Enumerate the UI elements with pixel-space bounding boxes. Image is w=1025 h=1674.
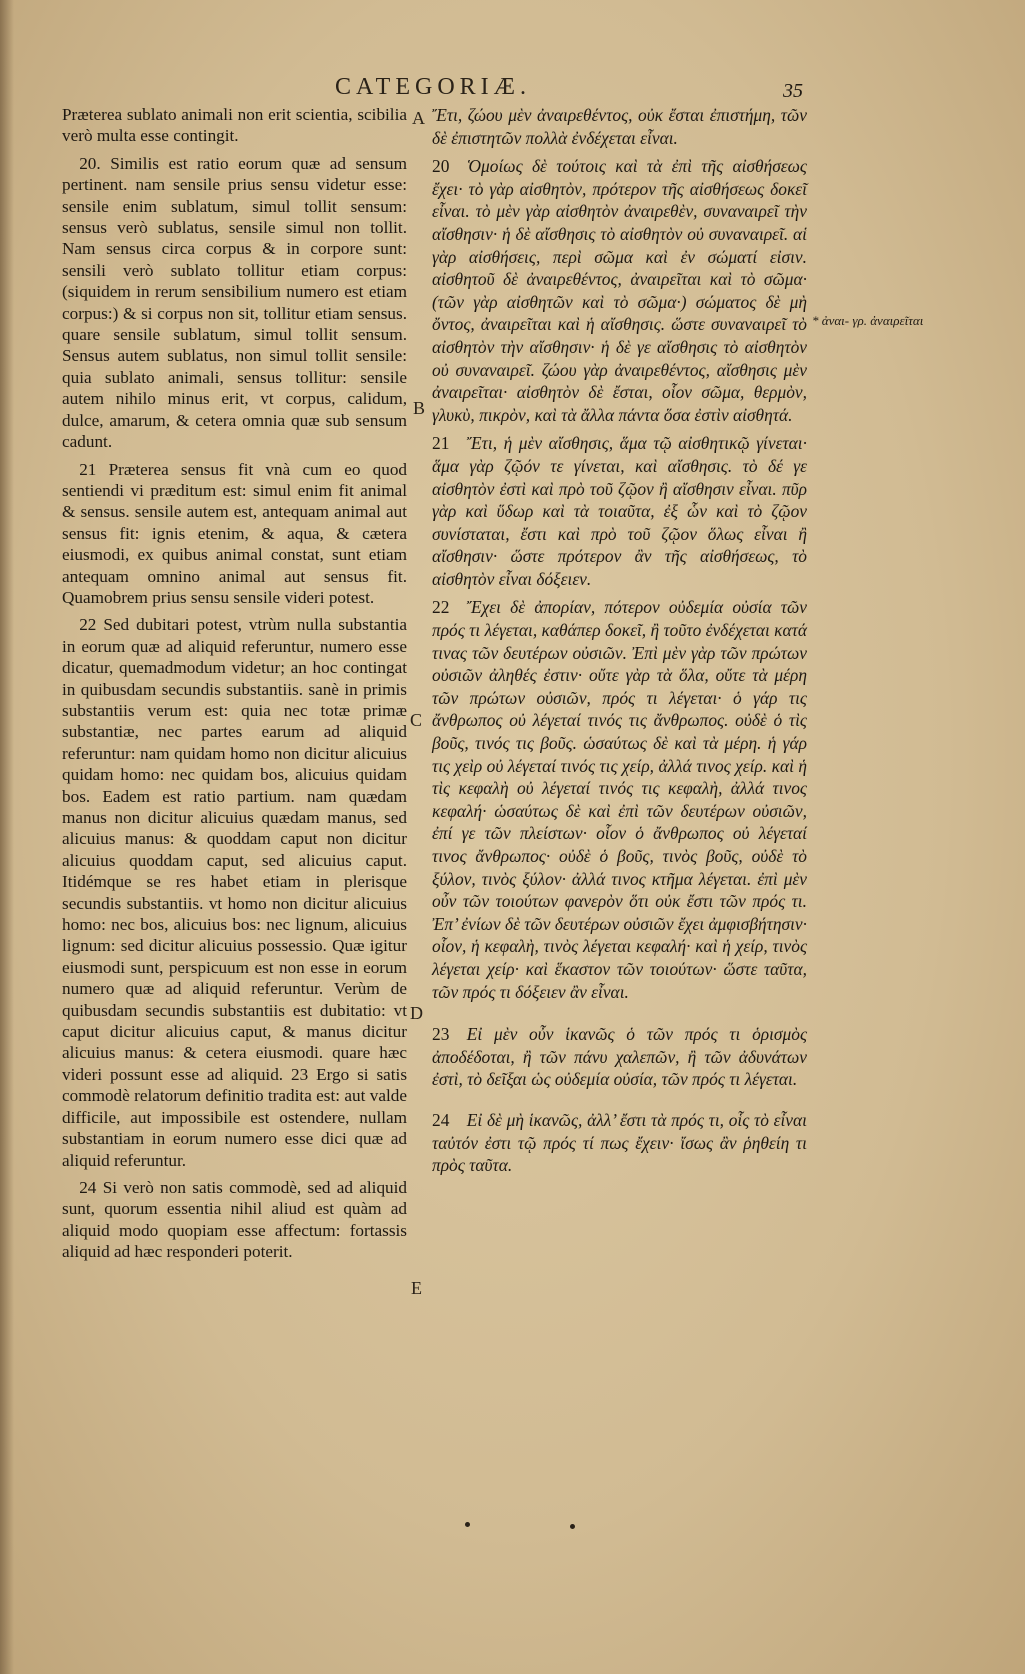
latin-paragraph <box>62 459 407 609</box>
paragraph-text: Similis est ratio eorum quæ ad sensum pertinent. nam sensile prius sensu videtur esse: sensile enim sublatum, simul tollit sensum: sensus verò sublatus, sensile simul non tollit. Nam sensus circa corpus & in corpore sunt: sensili verò sublato tollitur etiam corpus: (siquidem in rerum sensibilium numero est etiam corpus:) & si corpus non sit, tollitur etiam sensus. quare sensile sublatum, simul tollit sensum. Sensus autem sublatus, non simul tollit sensile: quia sublato animali, sensus tollitur: sensile autem nihilo minus erit, vt corpus, calidum, dulce, amarum, & cetera omnia quæ sub sensum cadunt. <box>62 153 408 452</box>
running-title: CATEGORIÆ. <box>335 74 532 100</box>
section-number: 24 <box>432 1109 450 1130</box>
paragraph-text: Præterea sensus fit vnà cum eo quod sentiendi vi præditum est: simul enim fit animal & sensus. sensile autem est, antequam animal aut sensus fit: ignis etenim, & aqua, & cætera eiusmodi, ex quibus animal constat, sunt etiam antequam omnino animal aut sensus fit. Quamobrem prius sensu sensile videri potest. <box>62 459 408 607</box>
paragraph-text: Ὁμοίως δὲ τούτοις καὶ τὰ ἐπὶ τῆς αἰσθήσεως ἔχει· τὸ γὰρ αἰσθητὸν, πρότερον τῆς αἰσθήσεως δοκεῖ εἶναι. τὸ μὲν γὰρ αἰσθητὸν ἀναιρεθὲν, συναναιρεῖ τὴν αἴσθησιν· ἡ δὲ αἴσθησις τὸ αἰσθητὸν οὐ συναναιρεῖ. αἱ γὰρ αἰσθήσεις, περὶ σῶμα καὶ ἐν σώματί εἰσιν. αἰσθητοῦ δὲ ἀναιρεθέντος, ἀναιρεῖται καὶ τὸ σῶμα· (τῶν γὰρ αἰσθητῶν καὶ τὸ σῶμα·) σώματος δὲ μὴ ὄντος, ἀναιρεῖται καὶ ἡ αἴσθησις. ὥστε συναναιρεῖ τὸ αἰσθητὸν τὴν αἴσθησιν· ἡ δὲ γε αἴσθησις τὸ αἰσθητὸν οὐ συναναιρεῖ. ζώου γὰρ ἀναιρεθέντος, αἴσθησις μὲν ἀναιρεῖται· αἰσθητὸν δὲ ἔσται, οἷον σῶμα, θερμὸν, γλυκὺ, πικρὸν, καὶ τὰ ἄλλα πάντα ὅσα ἐστὶν αἰσθητά. <box>432 156 807 425</box>
greek-column <box>432 104 807 1183</box>
paragraph-text: Si verò non satis commodè, sed ad aliquid sunt, quorum essentia nihil aliud est quàm ad aliquid modo quopiam esse affectum: fortassis aliquid ad hæc responderi poterit. <box>62 1177 408 1262</box>
latin-paragraph <box>62 153 407 453</box>
greek-paragraph <box>432 432 807 590</box>
paragraph-gap <box>432 1009 807 1023</box>
section-number: 20. <box>79 153 101 173</box>
section-number: 23 <box>432 1024 450 1045</box>
page-number: 35 <box>783 80 803 102</box>
section-marker-c: C <box>410 710 423 730</box>
latin-paragraph <box>62 614 407 1171</box>
section-number: 22 <box>79 615 97 635</box>
latin-column <box>62 104 407 1269</box>
paragraph-text: Ἔτι, ζώου μὲν ἀναιρεθέντος, οὐκ ἔσται ἐπιστήμη, τῶν δὲ ἐπιστητῶν πολλὰ ἐνδέχεται εἶναι. <box>432 105 807 148</box>
section-number: 21 <box>79 459 97 479</box>
section-number: 21 <box>432 433 450 454</box>
page-binding-shadow <box>0 0 14 1674</box>
paragraph-text: Ergo si satis commodè relatorum definitio tradita est: aut valde difficile, aut impossibile est ostendere, nullam substantiam in eorum numero esse dici quæ ad aliquid referuntur. <box>62 1064 408 1170</box>
section-number: 20 <box>432 156 450 177</box>
section-number: 24 <box>79 1177 97 1197</box>
ink-mark <box>465 1522 470 1527</box>
greek-paragraph <box>432 596 807 1003</box>
paragraph-text: Ἔχει δὲ ἀπορίαν, πότερον οὐδεμία οὐσία τῶν πρός τι λέγεται, καθάπερ δοκεῖ, ἢ τοῦτο ἐνδέχεται κατά τινας τῶν δευτέρων οὐσιῶν. Ἐπὶ μὲν γὰρ τῶν πρώτων οὐσιῶν ἀληθές ἐστιν· οὔτε γὰρ τὰ ὅλα, οὔτε τὰ μέρη τῶν πρώτων οὐσιῶν, πρός τι λέγεται· ὁ γάρ τις ἄνθρωπος οὐ λέγεταί τινός τις ἄνθρωπος. οὐδὲ ὁ τὶς βοῦς, τινός τις βοῦς. ὡσαύτως δὲ καὶ τὰ μέρη. ἡ γάρ τις χεὶρ οὐ λέγεταί τινός τις χείρ, ἀλλά τινος χείρ. καὶ ἡ τὶς κεφαλὴ οὐ λέγεταί τινός τις κεφαλὴ, ἀλλά τινος κεφαλή· ὡσαύτως δὲ καὶ ἐπὶ τῶν δευτέρων οὐσιῶν, ἐπί γε τῶν πλείστων· οἷον ὁ ἄνθρωπος οὐ λέγεταί τινος ἄνθρωπος· οὐδὲ ὁ βοῦς, τινὸς βοῦς, οὐδὲ τὸ ξύλον, τινὸς ξύλον· ἀλλά τινος κτῆμα λέγεται. ἐπὶ μὲν οὖν τῶν τοιούτων φανερὸν ὅτι οὐκ ἔστι τῶν πρός τι. Ἐπ’ ἐνίων δὲ τῶν δευτέρων οὐσιῶν ἔχει ἀμφισβήτησιν· οἷον, ἡ κεφαλὴ, τινὸς λέγεται κεφαλή· καὶ ἡ χείρ, τινὸς λέγεται χείρ· καὶ ἕκαστον τῶν τοιούτων· ὥστε ταῦτα, τῶν πρός τι δόξειεν ἂν εἶναι. <box>432 597 808 1002</box>
section-number: 23 <box>291 1064 309 1084</box>
section-number: 22 <box>432 597 450 618</box>
section-marker-a: A <box>412 108 425 128</box>
greek-paragraph <box>432 155 807 426</box>
section-marker-d: D <box>410 1003 423 1023</box>
paragraph-text: Εἰ μὲν οὖν ἱκανῶς ὁ τῶν πρός τι ὁρισμὸς ἀποδέδοται, ἢ τῶν πάνυ χαλεπῶν, ἢ τῶν ἀδυνάτων ἐστὶ, τὸ δεῖξαι ὡς οὐδεμία οὐσία, τῶν πρός τι λέγεται. <box>432 1024 807 1090</box>
ink-mark <box>570 1524 575 1529</box>
paragraph-text: Sed dubitari potest, vtrùm nulla substantia in eorum quæ ad aliquid referuntur, numero esse dicatur, quemadmodum videtur; an hoc contingat in quibusdam secundis substantiis. sanè in primis substantiis verum est: quia nec totæ primæ substantiæ, nec partes earum ad aliquid referuntur: nam quidam homo non dicitur alicuius quidam homo: nec quidam bos, alicuius quidam bos. Eadem est ratio partium. nam quædam manus non dicitur alicuius quædam manus, sed alicuius manus: & quoddam caput non dicitur alicuius quoddam caput, sed alicuius caput. Itidémque se res habet etiam in plerisque secundis substantiis. vt homo non dicitur alicuius homo: nec bos, alicuius bos: nec lignum, alicuius lignum: sed dicitur alicuius possessio. Quæ igitur eiusmodi sunt, perspicuum est non esse in eorum numero quæ ad aliquid referuntur. Verùm de quibusdam secundis substantiis est dubitatio: vt caput dicitur alicuius caput, & manus dicitur alicuius manus: & cetera eiusmodi. quare hæc videri possunt esse ad aliquid. <box>62 615 407 1084</box>
latin-paragraph <box>62 104 407 147</box>
paragraph-text: Εἰ δὲ μὴ ἱκανῶς, ἀλλ’ ἔστι τὰ πρός τι, οἷς τὸ εἶναι ταὐτόν ἐστι τῷ πρός τί πως ἔχειν· ἴσως ἂν ῥηθείη τι πρὸς ταῦτα. <box>432 1109 807 1176</box>
paragraph-gap <box>432 1097 807 1109</box>
greek-paragraph <box>432 1023 807 1091</box>
running-head <box>0 74 1025 104</box>
paragraph-text: Præterea sublato animali non erit scientia, scibilia verò multa esse contingit. <box>62 105 407 146</box>
margin-note: * ἀναι- γρ. ἀναιρεῖται <box>812 313 924 328</box>
section-marker-b: B <box>413 398 426 418</box>
paragraph-text: Ἔτι, ἡ μὲν αἴσθησις, ἅμα τῷ αἰσθητικῷ γίνεται· ἅμα γὰρ ζῷόν τε γίνεται, καὶ αἴσθησις. τὸ δέ γε αἰσθητὸν ἐστὶ καὶ πρὸ τοῦ ζῷον ἢ αἴσθησιν εἶναι. πῦρ γὰρ καὶ ὕδωρ καὶ τὰ τοιαῦτα, ἐξ ὧν καὶ τὸ ζῷον συνίσταται, ἔστι καὶ πρὸ τοῦ ζῷον ὅλως εἶναι ἢ αἴσθησιν· ὥστε πρότερον ἂν τῆς αἰσθήσεως, τὸ αἰσθητὸν εἶναι δόξειεν. <box>432 433 807 589</box>
latin-paragraph <box>62 1177 407 1263</box>
greek-paragraph <box>432 104 807 149</box>
greek-paragraph <box>432 1109 807 1177</box>
section-marker-e: E <box>411 1278 422 1298</box>
